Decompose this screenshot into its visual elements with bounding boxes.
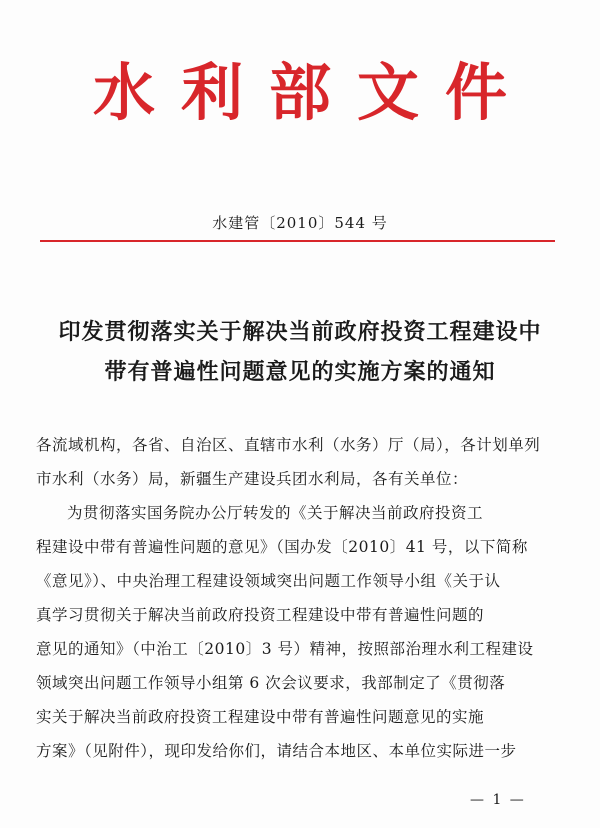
page-number: — 1 —	[470, 792, 526, 808]
body-line-2: 程建设中带有普遍性问题的意见》（国办发〔2010〕41 号，以下简称	[36, 538, 528, 556]
notice-title-line-2: 带有普遍性问题意见的实施方案的通知	[104, 359, 496, 385]
body-line-4: 真学习贯彻关于解决当前政府投资工程建设中带有普遍性问题的	[36, 606, 485, 624]
body-line-8: 方案》（见附件），现印发给你们，请结合本地区、本单位实际进一步	[36, 742, 517, 760]
document-number: 水建管〔2010〕544 号	[212, 214, 388, 232]
body-line-1: 为贯彻落实国务院办公厅转发的《关于解决当前政府投资工	[67, 504, 484, 522]
body-paragraph	[36, 496, 566, 768]
addressee-line-1: 各流域机构，各省、自治区、直辖市水利（水务）厅（局），各计划单列	[36, 436, 541, 454]
addressee-block	[36, 428, 566, 496]
body-line-7: 实关于解决当前政府投资工程建设中带有普遍性问题意见的实施	[36, 708, 485, 726]
notice-title	[0, 312, 600, 392]
body-line-3: 《意见》）、中央治理工程建设领域突出问题工作领导小组《关于认	[36, 572, 501, 590]
document-header-title: 水利部文件	[92, 56, 533, 129]
body-line-6: 领域突出问题工作领导小组第 6 次会议要求，我部制定了《贯彻落	[36, 674, 506, 692]
notice-title-line-1: 印发贯彻落实关于解决当前政府投资工程建设中	[58, 319, 542, 345]
body-line-5: 意见的通知》（中治工〔2010〕3 号）精神，按照部治理水利工程建设	[36, 640, 534, 658]
red-divider-line	[40, 240, 555, 242]
addressee-line-2: 市水利（水务）局，新疆生产建设兵团水利局，各有关单位：	[36, 470, 469, 488]
